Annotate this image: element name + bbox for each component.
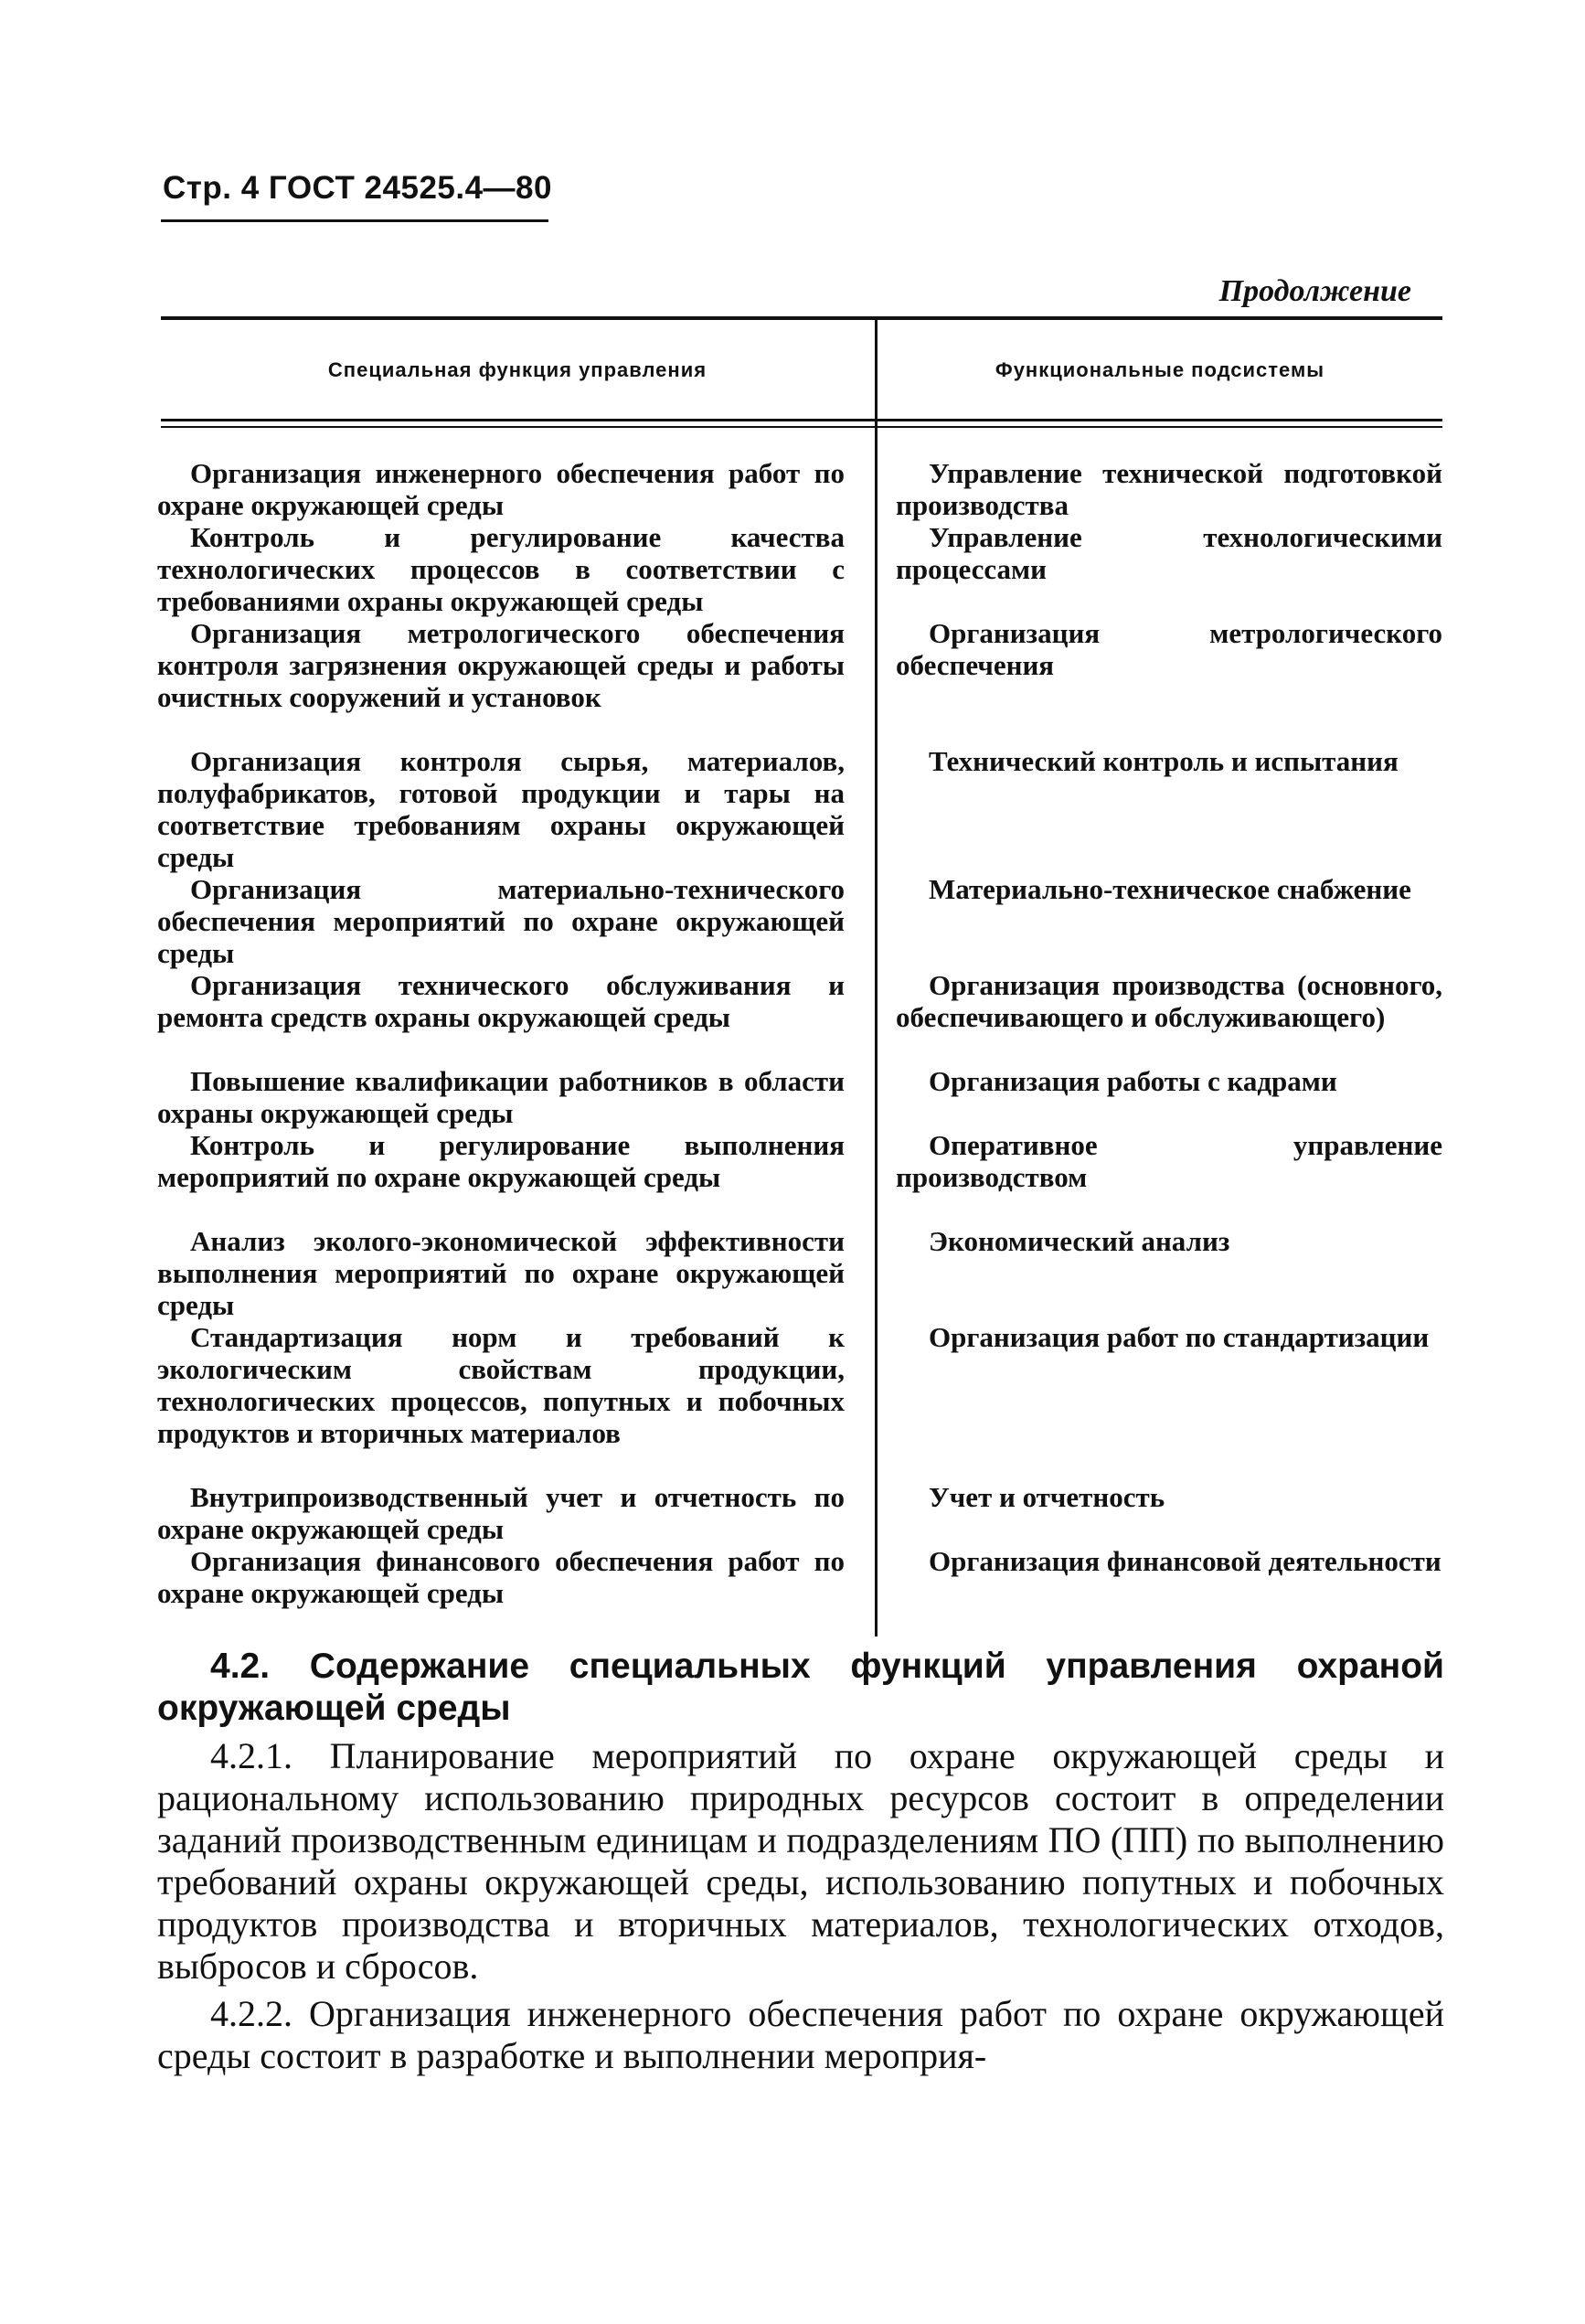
paragraph: 4.2.1. Планирование мероприятий по охране окружающей среды и рациональному использованию природных ресурсов состоит в определении заданий производственным единицам и подразделениям ПО (ПП) по выполнению требований охраны окружающей среды, использованию попутных и побочных продуктов производства и вторичных материалов, технологических отходов, выбросов и сбросов. [157,1735,1444,1987]
table-cell-subsystem: Управление технической подготовкой производства [896,457,1442,521]
table-cell-subsystem: Учет и отчетность [929,1481,1165,1513]
table-cell-subsystem: Организация работы с кадрами [929,1065,1337,1097]
table-cell-function: Контроль и регулирование качества технологических процессов в соответствии с требованиями охраны окружающей среды [157,521,845,617]
table-cell-function: Стандартизация норм и требований к экологическим свойствам продукции, технологических процессов, попутных и побочных продуктов и вторичных материалов [157,1321,845,1449]
table-cell-subsystem: Организация производства (основного, обеспечивающего и обслуживающего) [896,969,1442,1033]
table-cell-function: Повышение квалификации работников в области охраны окружающей среды [157,1065,845,1129]
table-cell-function: Организация материально-технического обеспечения мероприятий по охране окружающей среды [157,873,845,969]
table-cell-subsystem: Оперативное управление производством [896,1129,1442,1193]
column-header-subsystem: Функциональные подсистемы [995,358,1325,381]
page-header: Стр. 4 ГОСТ 24525.4—80 [163,170,552,206]
header-underline [161,219,548,222]
table-header-rule-2 [161,426,1442,428]
table-cell-function: Организация финансового обеспечения работ по охране окружающей среды [157,1545,845,1609]
table-header-rule [161,419,1442,421]
section-heading: 4.2. Содержание специальных функций управления охраной окружающей среды [157,1647,1444,1728]
table-cell-subsystem: Материально-техническое снабжение [929,873,1411,905]
table-cell-subsystem: Технический контроль и испытания [929,745,1399,777]
table-cell-function: Организация инженерного обеспечения работ по охране окружающей среды [157,457,845,521]
table-cell-function: Организация технического обслуживания и ремонта средств охраны окружающей среды [157,969,845,1033]
table-cell-subsystem: Организация финансовой деятельности [929,1545,1441,1577]
table-cell-function: Внутрипроизводственный учет и отчетность по охране окружающей среды [157,1481,845,1545]
table-cell-function: Контроль и регулирование выполнения мероприятий по охране окружающей среды [157,1129,845,1193]
table-cell-subsystem: Управление технологическими процессами [896,521,1442,585]
table-top-rule [161,316,1442,320]
table-cell-function: Анализ эколого-экономической эффективности выполнения мероприятий по охране окружающей среды [157,1225,845,1321]
table-cell-function: Организация контроля сырья, материалов, полуфабрикатов, готовой продукции и тары на соответствие требованиям охраны окружающей среды [157,745,845,873]
table-cell-subsystem: Экономический анализ [929,1225,1230,1257]
table-cell-subsystem: Организация метрологического обеспечения [896,617,1442,681]
table-cell-function: Организация метрологического обеспечения контроля загрязнения окружающей среды и работы очистных сооружений и установок [157,617,845,713]
continuation-label: Продолжение [1218,274,1411,308]
table-cell-subsystem: Организация работ по стандартизации [929,1321,1430,1353]
table-column-divider [875,318,878,1636]
paragraph: 4.2.2. Организация инженерного обеспечения работ по охране окружающей среды состоит в разработке и выполнении мероприя- [157,1993,1444,2076]
column-header-function: Специальная функция управления [327,358,707,381]
